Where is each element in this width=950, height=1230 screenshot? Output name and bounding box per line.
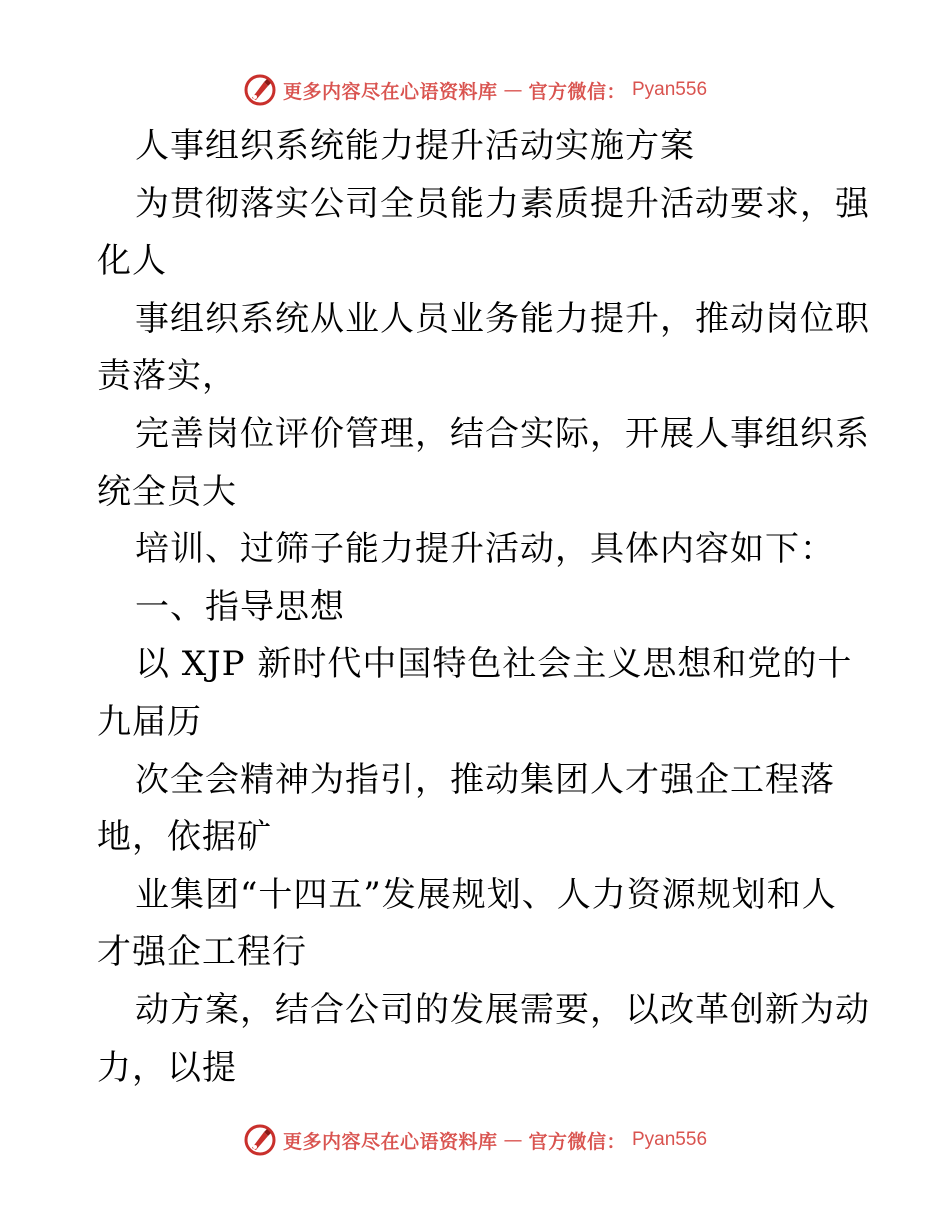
document-body	[97, 118, 870, 1097]
text-line: 完善岗位评价管理，结合实际，开展人事组织系	[135, 413, 870, 454]
text-line: 以 XJP 新时代中国特色社会主义思想和党的十	[135, 644, 853, 685]
text-line: 事组织系统从业人员业务能力提升，推动岗位职	[135, 298, 870, 339]
footer-watermark	[0, 1120, 950, 1160]
text-line: 一、指导思想	[135, 586, 345, 627]
text-line: 人事组织系统能力提升活动实施方案	[135, 126, 695, 166]
watermark-separator: —	[503, 79, 523, 101]
text-line: 业集团“十四五”发展规划、人力资源规划和人	[135, 874, 837, 915]
text-line: 次全会精神为指引，推动集团人才强企工程落	[135, 759, 835, 800]
watermark-label: 官方微信：	[528, 1130, 626, 1153]
text-line: 培训、过筛子能力提升活动，具体内容如下：	[135, 529, 835, 570]
text-line: 才强企工程行	[97, 932, 307, 973]
watermark-label: 官方微信：	[528, 80, 626, 103]
watermark-handle: Pyan556	[632, 1129, 708, 1150]
pen-logo-icon	[243, 73, 277, 107]
text-line: 动方案，结合公司的发展需要，以改革创新为动	[135, 989, 870, 1030]
text-line: 为贯彻落实公司全员能力素质提升活动要求，强	[135, 183, 870, 224]
text-line: 力，以提	[97, 1047, 237, 1088]
pen-logo-icon	[243, 1123, 277, 1157]
watermark-text: 更多内容尽在心语资料库	[282, 1130, 498, 1153]
watermark-separator: —	[503, 1129, 523, 1151]
watermark-handle: Pyan556	[632, 79, 708, 100]
text-line: 统全员大	[97, 471, 237, 512]
text-line: 地，依据矿	[97, 817, 272, 858]
header-watermark	[0, 70, 950, 110]
text-line: 责落实，	[97, 356, 237, 397]
text-line: 化人	[97, 241, 167, 282]
watermark-text: 更多内容尽在心语资料库	[282, 80, 498, 103]
text-line: 九届历	[97, 701, 202, 742]
